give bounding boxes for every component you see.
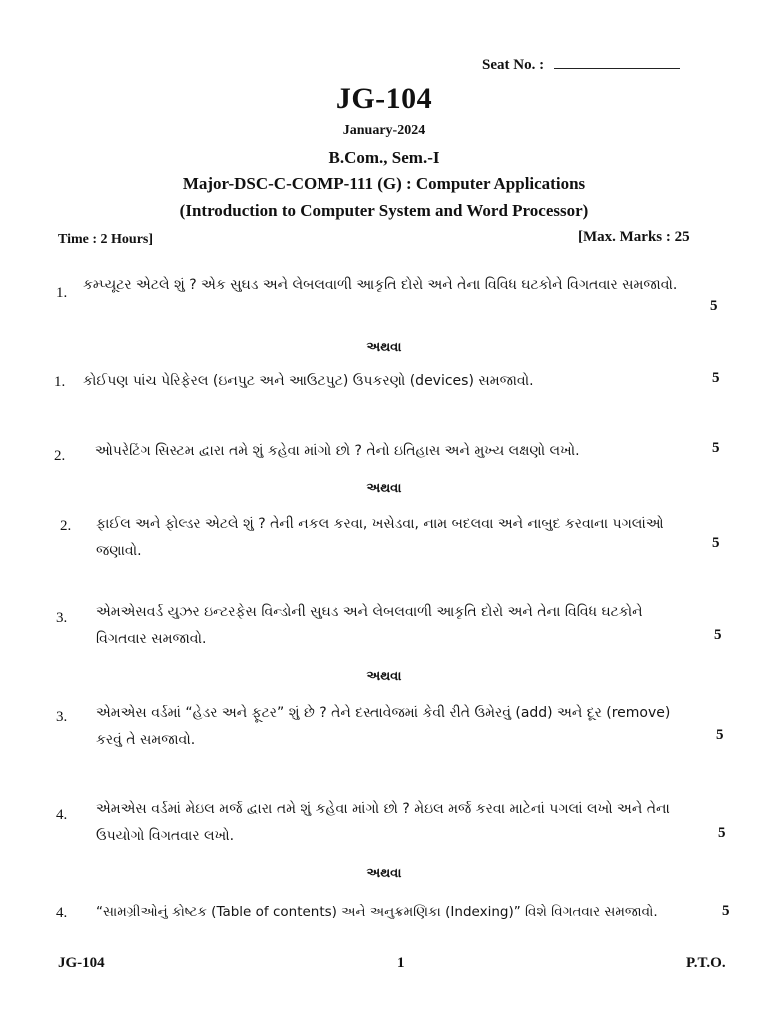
or-separator: અથવા: [366, 669, 402, 684]
question-number: 4.: [56, 905, 68, 921]
question-marks: 5: [712, 535, 720, 551]
subject-subtitle: (Introduction to Computer System and Word Processor): [179, 201, 589, 220]
page-number: 1: [397, 955, 405, 971]
question-text: કમ્પ્યૂટર એટલે શું ? એક સુઘડ અને લેબલવાળી આકૃતિ દોરો અને તેના વિવિધ ઘટકોને વિગતવાર સમજાવો.: [83, 277, 678, 293]
question-number: 3.: [56, 610, 68, 626]
question-marks: 5: [714, 627, 722, 643]
question-marks: 5: [722, 903, 730, 919]
exam-month-year: January-2024: [342, 123, 426, 138]
question-number: 3.: [56, 709, 68, 725]
max-marks: [Max. Marks : 25: [578, 229, 690, 245]
please-turn-over: P.T.O.: [686, 955, 726, 971]
course-name: B.Com., Sem.-I: [328, 148, 440, 167]
seat-number-blank: [554, 56, 680, 69]
question-text: એમએસવર્ડ યુઝર ઇન્ટરફેસ વિન્ડોની સુઘડ અને લેબલવાળી આકૃતિ દોરો અને તેના વિવિધ ઘટકોને વિગતવાર સમજાવો.: [96, 604, 643, 647]
subject-title: Major-DSC-C-COMP-111 (G) : Computer Applications: [182, 174, 586, 193]
question-marks: 5: [710, 298, 718, 314]
question-text: ઓપરેટિંગ સિસ્ટમ દ્વારા તમે શું કહેવા માંગો છો ? તેનો ઇતિહાસ અને મુખ્ય લક્ષણો લખો.: [95, 443, 580, 459]
question-number: 2.: [60, 518, 72, 534]
question-text: ફાઈલ અને ફોલ્ડર એટલે શું ? તેની નકલ કરવા, ખસેડવા, નામ બદલવા અને નાબુદ કરવાના પગલાંઓ જણાવો.: [96, 516, 664, 559]
footer-paper-code: JG-104: [58, 955, 105, 971]
seat-number-field: [482, 56, 680, 74]
question-number: 4.: [56, 807, 68, 823]
question-marks: 5: [712, 370, 720, 386]
or-separator: અથવા: [366, 866, 402, 881]
question-marks: 5: [716, 727, 724, 743]
question-number: 2.: [54, 448, 66, 464]
question-number: 1.: [56, 285, 68, 301]
or-separator: અથવા: [366, 481, 402, 496]
question-marks: 5: [712, 440, 720, 456]
or-separator: અથવા: [366, 340, 402, 355]
question-text: “સામગ્રીઓનું કોષ્ટક (Table of contents) અને અનુક્રમણિકા (Indexing)” વિશે વિગતવાર સમજાવો.: [96, 904, 658, 920]
paper-code-title: JG-104: [335, 82, 433, 115]
question-text: એમએસ વર્ડમાં મેઇલ મર્જ દ્વારા તમે શું કહેવા માંગો છો ? મેઇલ મર્જ કરવા માટેનાં પગલાં લખો અને તેના ઉપયોગો વિગતવાર લખો.: [96, 801, 670, 844]
question-text: એમએસ વર્ડમાં “હેડર અને ફૂટર” શું છે ? તેને દસ્તાવેજમાં કેવી રીતે ઉમેરવું (add) અને દૂર (remove) કરવું તે સમજાવો.: [96, 705, 671, 748]
question-number: 1.: [54, 374, 66, 390]
time-allowed: Time : 2 Hours]: [58, 232, 154, 247]
question-marks: 5: [718, 825, 726, 841]
seat-number-label: Seat No. :: [482, 57, 545, 73]
question-text: કોઈપણ પાંચ પેરિફેરલ (ઇનપુટ અને આઉટપુટ) ઉપકરણો (devices) સમજાવો.: [83, 373, 534, 389]
